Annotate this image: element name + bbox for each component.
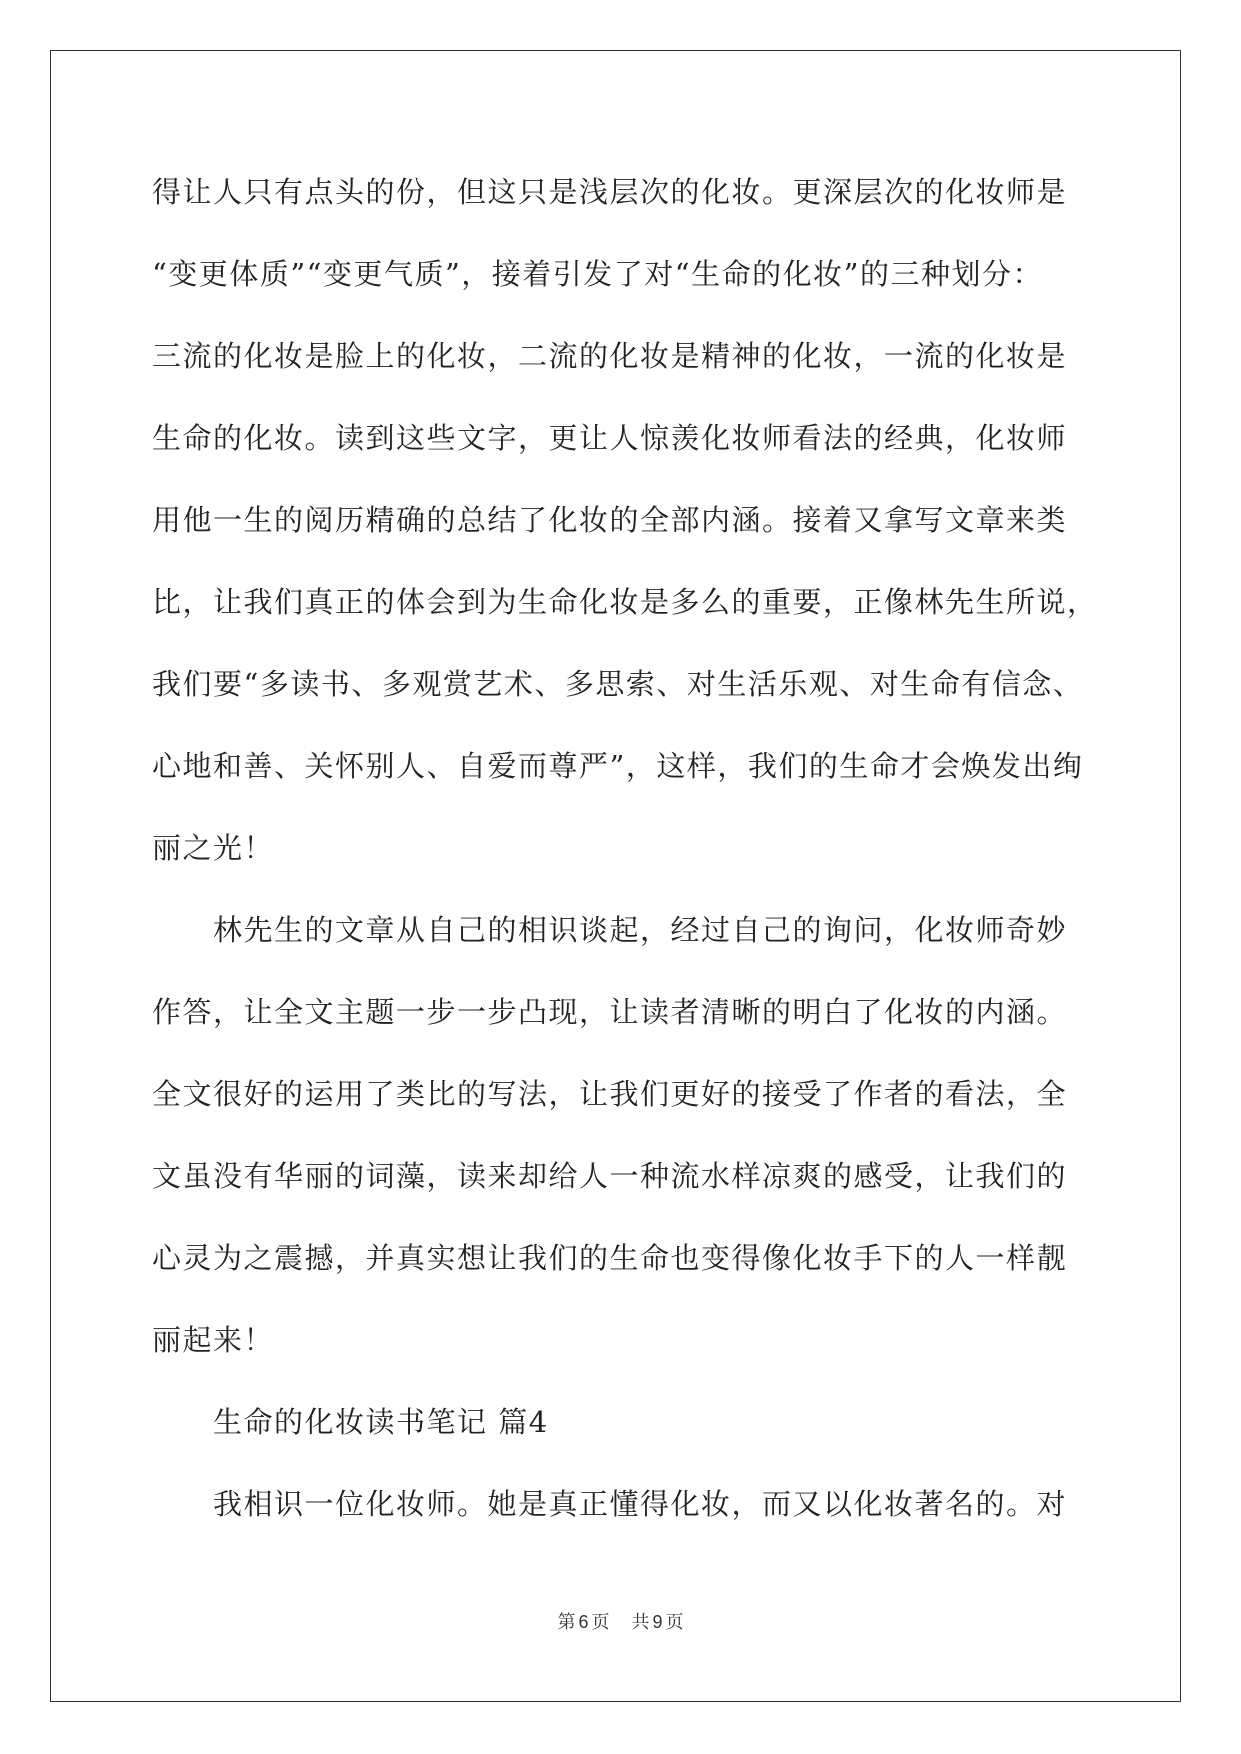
body-line-12: 全文很好的运用了类比的写法，让我们更好的接受了作者的看法，全 xyxy=(152,1077,1068,1111)
page-prefix: 第 xyxy=(557,1612,576,1633)
body-line-4: 生命的化妆。读到这些文字，更让人惊羡化妆师看法的经典，化妆师 xyxy=(152,421,1068,455)
body-line-13: 文虽没有华丽的词藻，读来却给人一种流水样凉爽的感受，让我们的 xyxy=(152,1159,1068,1193)
page-total: 9 xyxy=(652,1612,663,1632)
body-line-1: 得让人只有点头的份，但这只是浅层次的化妆。更深层次的化妆师是 xyxy=(152,175,1068,209)
body-line-5: 用他一生的阅历精确的总结了化妆的全部内涵。接着又拿写文章来类 xyxy=(152,503,1068,537)
page-border xyxy=(50,50,1181,1702)
body-line-14: 心灵为之震撼，并真实想让我们的生命也变得像化妆手下的人一样靓 xyxy=(152,1241,1068,1275)
body-line-9: 丽之光！ xyxy=(152,831,275,865)
body-line-7: 我们要“多读书、多观赏艺术、多思索、对生活乐观、对生命有信念、 xyxy=(152,667,1084,701)
body-line-10: 林先生的文章从自己的相识谈起，经过自己的询问，化妆师奇妙 xyxy=(213,913,1068,947)
body-line-17: 我相识一位化妆师。她是真正懂得化妆，而又以化妆著名的。对 xyxy=(213,1487,1068,1521)
page-suffix: 页 xyxy=(591,1612,610,1633)
body-line-3: 三流的化妆是脸上的化妆，二流的化妆是精神的化妆，一流的化妆是 xyxy=(152,339,1068,373)
body-line-6: 比，让我们真正的体会到为生命化妆是多么的重要，正像林先生所说， xyxy=(152,585,1098,619)
body-line-2: “变更体质”“变更气质”，接着引发了对“生命的化妆”的三种划分： xyxy=(152,257,1043,291)
page-current: 6 xyxy=(578,1612,589,1632)
page-footer xyxy=(0,1610,1241,1635)
body-line-15: 丽起来！ xyxy=(152,1323,275,1357)
body-line-11: 作答，让全文主题一步一步凸现，让读者清晰的明白了化妆的内涵。 xyxy=(152,995,1068,1029)
section-heading: 生命的化妆读书笔记 篇4 xyxy=(213,1405,549,1439)
total-suffix: 页 xyxy=(665,1612,684,1633)
body-line-8: 心地和善、关怀别人、自爱而尊严”，这样，我们的生命才会焕发出绚 xyxy=(152,749,1084,783)
total-prefix: 共 xyxy=(631,1612,650,1633)
